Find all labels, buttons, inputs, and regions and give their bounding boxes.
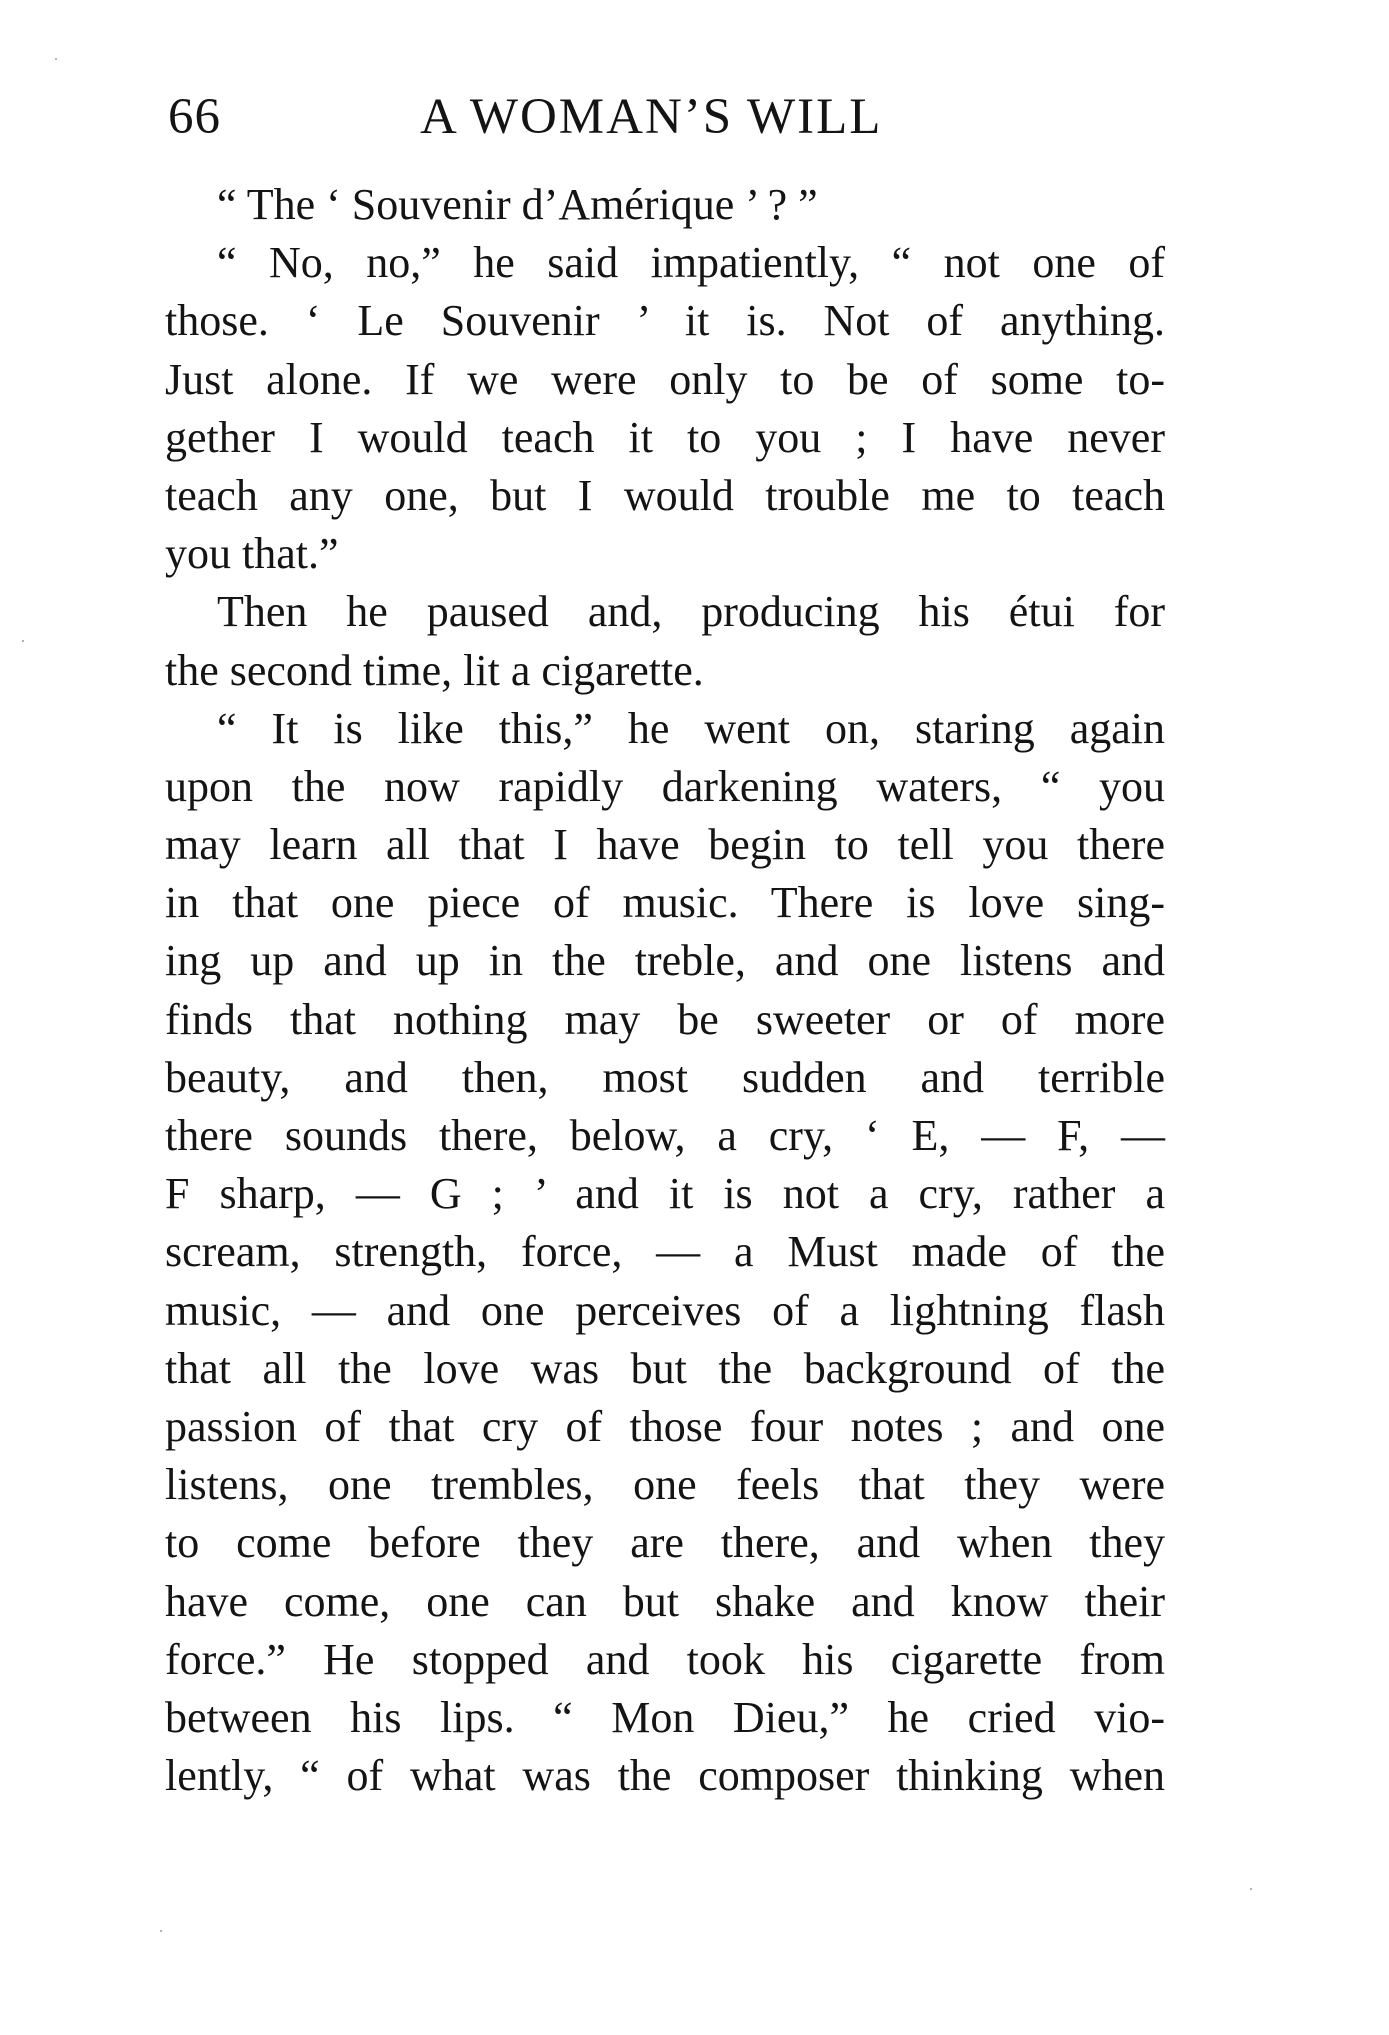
page-number: 66 bbox=[168, 89, 221, 145]
text-line: upon the now rapidly darkening waters, “ you bbox=[165, 761, 1165, 811]
text-line: gether I would teach it to you ; I have never bbox=[165, 412, 1165, 462]
text-line: lently, “ of what was the composer thinking when bbox=[165, 1751, 1165, 1801]
running-title: A WOMAN’S WILL bbox=[420, 89, 883, 145]
text-line: music, — and one perceives of a lightning flash bbox=[165, 1285, 1165, 1335]
text-line: listens, one trembles, one feels that they were bbox=[165, 1460, 1165, 1510]
body-text bbox=[165, 176, 1165, 1805]
text-line: force.” He stopped and took his cigarette from bbox=[165, 1634, 1165, 1684]
paper-speck bbox=[22, 640, 24, 642]
text-line: beauty, and then, most sudden and terrible bbox=[165, 1052, 1165, 1102]
paper-speck bbox=[1250, 1888, 1252, 1890]
text-line: finds that nothing may be sweeter or of more bbox=[165, 994, 1165, 1044]
text-line: have come, one can but shake and know their bbox=[165, 1576, 1165, 1626]
running-head bbox=[168, 88, 1168, 158]
text-line: F sharp, — G ; ’ and it is not a cry, rather a bbox=[165, 1169, 1165, 1219]
text-line: “ The ‘ Souvenir d’Amérique ’ ? ” bbox=[217, 180, 818, 229]
text-line: those. ‘ Le Souvenir ’ it is. Not of anything. bbox=[165, 296, 1165, 346]
text-line: the second time, lit a cigarette. bbox=[165, 645, 704, 695]
text-line: “ No, no,” he said impatiently, “ not one of bbox=[217, 238, 1165, 288]
text-line: there sounds there, below, a cry, ‘ E, — F, — bbox=[165, 1111, 1165, 1160]
text-line: teach any one, but I would trouble me to teach bbox=[165, 470, 1165, 520]
text-line: to come before they are there, and when they bbox=[165, 1518, 1165, 1568]
text-line: ing up and up in the treble, and one listens and bbox=[165, 936, 1165, 986]
text-line: Then he paused and, producing his étui for bbox=[217, 587, 1165, 637]
text-line: that all the love was but the background of the bbox=[165, 1343, 1165, 1393]
text-line: scream, strength, force, — a Must made of the bbox=[165, 1227, 1165, 1277]
text-line: passion of that cry of those four notes ; and one bbox=[165, 1401, 1165, 1451]
text-line: “ It is like this,” he went on, staring again bbox=[217, 703, 1165, 753]
paper-speck bbox=[160, 1930, 162, 1932]
text-line: between his lips. “ Mon Dieu,” he cried vio- bbox=[165, 1692, 1165, 1742]
text-line: in that one piece of music. There is love sing- bbox=[165, 878, 1165, 928]
paper-speck bbox=[55, 58, 57, 60]
text-line: you that.” bbox=[165, 529, 339, 579]
text-line: may learn all that I have begin to tell you there bbox=[165, 820, 1165, 870]
text-line: Just alone. If we were only to be of some to- bbox=[165, 354, 1165, 404]
